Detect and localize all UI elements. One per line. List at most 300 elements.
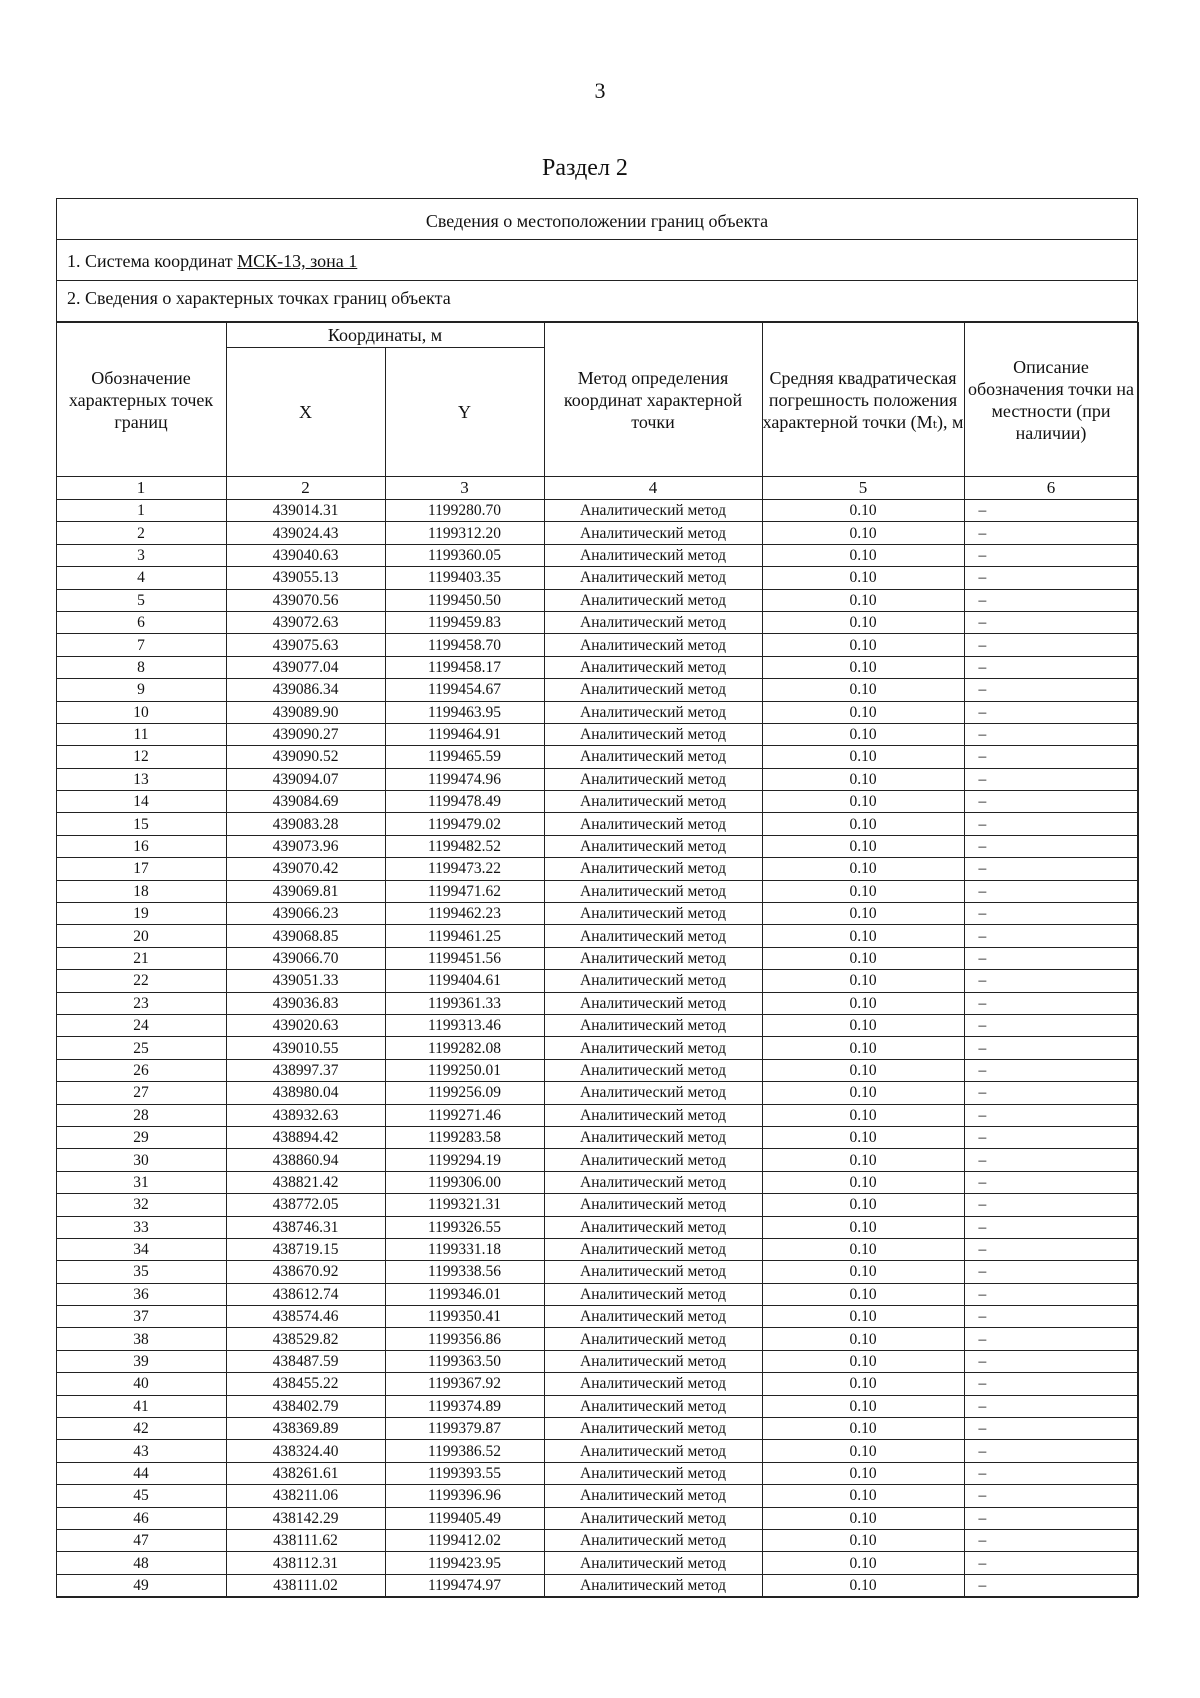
method-cell: Аналитический метод — [544, 813, 762, 835]
description-cell: – — [964, 1529, 1138, 1551]
description-cell: – — [964, 1059, 1138, 1081]
point-number-cell: 34 — [56, 1238, 226, 1260]
method-cell: Аналитический метод — [544, 858, 762, 880]
point-number-cell: 44 — [56, 1462, 226, 1484]
point-number-cell: 13 — [56, 768, 226, 790]
description-cell: – — [964, 858, 1138, 880]
error-cell: 0.10 — [762, 768, 964, 790]
method-cell: Аналитический метод — [544, 1261, 762, 1283]
x-coordinate-cell: 439066.70 — [226, 947, 385, 969]
y-coordinate-cell: 1199386.52 — [385, 1440, 544, 1462]
method-cell: Аналитический метод — [544, 1126, 762, 1148]
error-cell: 0.10 — [762, 992, 964, 1014]
point-number-cell: 5 — [56, 589, 226, 611]
description-cell: – — [964, 1261, 1138, 1283]
point-number-cell: 8 — [56, 656, 226, 678]
table-row — [56, 589, 1138, 611]
point-number-cell: 9 — [56, 679, 226, 701]
x-coordinate-cell: 438997.37 — [226, 1059, 385, 1081]
description-cell: – — [964, 1574, 1138, 1596]
description-cell: – — [964, 1171, 1138, 1193]
description-cell: – — [964, 1440, 1138, 1462]
point-number-cell: 2 — [56, 522, 226, 544]
header-error: Средняя квадратическая погрешность положения характерной точки (Mₜ), м — [762, 323, 964, 477]
y-coordinate-cell: 1199346.01 — [385, 1283, 544, 1305]
x-coordinate-cell: 438932.63 — [226, 1104, 385, 1126]
y-coordinate-cell: 1199412.02 — [385, 1529, 544, 1551]
point-number-cell: 19 — [56, 903, 226, 925]
x-coordinate-cell: 439072.63 — [226, 611, 385, 633]
x-coordinate-cell: 439014.31 — [226, 500, 385, 522]
description-cell: – — [964, 544, 1138, 566]
points-heading: 2. Сведения о характерных точках границ объекта — [57, 281, 1137, 322]
error-cell: 0.10 — [762, 1507, 964, 1529]
error-cell: 0.10 — [762, 1328, 964, 1350]
error-cell: 0.10 — [762, 1194, 964, 1216]
x-coordinate-cell: 438529.82 — [226, 1328, 385, 1350]
y-coordinate-cell: 1199338.56 — [385, 1261, 544, 1283]
point-number-cell: 39 — [56, 1350, 226, 1372]
y-coordinate-cell: 1199331.18 — [385, 1238, 544, 1260]
x-coordinate-cell: 438111.02 — [226, 1574, 385, 1596]
y-coordinate-cell: 1199360.05 — [385, 544, 544, 566]
x-coordinate-cell: 438612.74 — [226, 1283, 385, 1305]
y-coordinate-cell: 1199374.89 — [385, 1395, 544, 1417]
x-coordinate-cell: 438142.29 — [226, 1507, 385, 1529]
table-row — [56, 1373, 1138, 1395]
x-coordinate-cell: 438670.92 — [226, 1261, 385, 1283]
x-coordinate-cell: 439084.69 — [226, 791, 385, 813]
section-title: Раздел 2 — [542, 155, 628, 181]
table-row — [56, 768, 1138, 790]
header-y: Y — [385, 348, 544, 477]
table-row — [56, 1216, 1138, 1238]
table-row — [56, 992, 1138, 1014]
method-cell: Аналитический метод — [544, 1037, 762, 1059]
method-cell: Аналитический метод — [544, 1440, 762, 1462]
table-row — [56, 835, 1138, 857]
method-cell: Аналитический метод — [544, 1350, 762, 1372]
error-cell: 0.10 — [762, 611, 964, 633]
error-cell: 0.10 — [762, 880, 964, 902]
table-title: Сведения о местоположении границ объекта — [57, 199, 1137, 240]
method-cell: Аналитический метод — [544, 1395, 762, 1417]
error-cell: 0.10 — [762, 1552, 964, 1574]
method-cell: Аналитический метод — [544, 544, 762, 566]
description-cell: – — [964, 1037, 1138, 1059]
y-coordinate-cell: 1199479.02 — [385, 813, 544, 835]
description-cell: – — [964, 611, 1138, 633]
table-row — [56, 903, 1138, 925]
points-table — [56, 322, 1139, 1597]
method-cell: Аналитический метод — [544, 746, 762, 768]
column-number: 6 — [964, 477, 1138, 500]
method-cell: Аналитический метод — [544, 522, 762, 544]
point-number-cell: 7 — [56, 634, 226, 656]
error-cell: 0.10 — [762, 1418, 964, 1440]
method-cell: Аналитический метод — [544, 791, 762, 813]
y-coordinate-cell: 1199312.20 — [385, 522, 544, 544]
x-coordinate-cell: 439010.55 — [226, 1037, 385, 1059]
coordinate-system-prefix: 1. Система координат — [67, 251, 238, 271]
y-coordinate-cell: 1199393.55 — [385, 1462, 544, 1484]
description-cell: – — [964, 522, 1138, 544]
method-cell: Аналитический метод — [544, 947, 762, 969]
y-coordinate-cell: 1199403.35 — [385, 567, 544, 589]
point-number-cell: 23 — [56, 992, 226, 1014]
description-cell: – — [964, 1395, 1138, 1417]
x-coordinate-cell: 438487.59 — [226, 1350, 385, 1372]
y-coordinate-cell: 1199461.25 — [385, 925, 544, 947]
method-cell: Аналитический метод — [544, 500, 762, 522]
description-cell: – — [964, 656, 1138, 678]
table-row — [56, 701, 1138, 723]
point-number-cell: 4 — [56, 567, 226, 589]
method-cell: Аналитический метод — [544, 1328, 762, 1350]
y-coordinate-cell: 1199250.01 — [385, 1059, 544, 1081]
method-cell: Аналитический метод — [544, 656, 762, 678]
x-coordinate-cell: 439069.81 — [226, 880, 385, 902]
header-x: X — [226, 348, 385, 477]
table-row — [56, 1149, 1138, 1171]
error-cell: 0.10 — [762, 835, 964, 857]
error-cell: 0.10 — [762, 1238, 964, 1260]
point-number-cell: 11 — [56, 723, 226, 745]
x-coordinate-cell: 438111.62 — [226, 1529, 385, 1551]
point-number-cell: 41 — [56, 1395, 226, 1417]
y-coordinate-cell: 1199361.33 — [385, 992, 544, 1014]
x-coordinate-cell: 439073.96 — [226, 835, 385, 857]
error-cell: 0.10 — [762, 1126, 964, 1148]
point-number-cell: 25 — [56, 1037, 226, 1059]
x-coordinate-cell: 438112.31 — [226, 1552, 385, 1574]
error-cell: 0.10 — [762, 1014, 964, 1036]
table-row — [56, 1440, 1138, 1462]
method-cell: Аналитический метод — [544, 925, 762, 947]
table-row — [56, 1283, 1138, 1305]
table-row — [56, 1126, 1138, 1148]
error-cell: 0.10 — [762, 656, 964, 678]
error-cell: 0.10 — [762, 1283, 964, 1305]
error-cell: 0.10 — [762, 813, 964, 835]
description-cell: – — [964, 813, 1138, 835]
method-cell: Аналитический метод — [544, 1216, 762, 1238]
point-number-cell: 24 — [56, 1014, 226, 1036]
table-row — [56, 1261, 1138, 1283]
error-cell: 0.10 — [762, 947, 964, 969]
method-cell: Аналитический метод — [544, 567, 762, 589]
x-coordinate-cell: 439083.28 — [226, 813, 385, 835]
point-number-cell: 29 — [56, 1126, 226, 1148]
method-cell: Аналитический метод — [544, 1283, 762, 1305]
x-coordinate-cell: 439086.34 — [226, 679, 385, 701]
method-cell: Аналитический метод — [544, 634, 762, 656]
method-cell: Аналитический метод — [544, 970, 762, 992]
description-cell: – — [964, 768, 1138, 790]
method-cell: Аналитический метод — [544, 1552, 762, 1574]
x-coordinate-cell: 439068.85 — [226, 925, 385, 947]
y-coordinate-cell: 1199256.09 — [385, 1082, 544, 1104]
table-row — [56, 858, 1138, 880]
error-cell: 0.10 — [762, 679, 964, 701]
method-cell: Аналитический метод — [544, 1462, 762, 1484]
y-coordinate-cell: 1199423.95 — [385, 1552, 544, 1574]
x-coordinate-cell: 438574.46 — [226, 1306, 385, 1328]
error-cell: 0.10 — [762, 1529, 964, 1551]
point-number-cell: 47 — [56, 1529, 226, 1551]
description-cell: – — [964, 1014, 1138, 1036]
error-cell: 0.10 — [762, 903, 964, 925]
table-row — [56, 500, 1138, 522]
description-cell: – — [964, 970, 1138, 992]
header-description: Описание обозначения точки на местности (при наличии) — [964, 323, 1138, 477]
description-cell: – — [964, 1149, 1138, 1171]
description-cell: – — [964, 589, 1138, 611]
point-number-cell: 6 — [56, 611, 226, 633]
description-cell: – — [964, 1238, 1138, 1260]
y-coordinate-cell: 1199363.50 — [385, 1350, 544, 1372]
method-cell: Аналитический метод — [544, 1194, 762, 1216]
points-table-body — [56, 477, 1138, 1597]
y-coordinate-cell: 1199283.58 — [385, 1126, 544, 1148]
error-cell: 0.10 — [762, 1104, 964, 1126]
point-number-cell: 46 — [56, 1507, 226, 1529]
column-number: 1 — [56, 477, 226, 500]
point-number-cell: 35 — [56, 1261, 226, 1283]
description-cell: – — [964, 835, 1138, 857]
header-method: Метод определения координат характерной точки — [544, 323, 762, 477]
error-cell: 0.10 — [762, 1037, 964, 1059]
x-coordinate-cell: 439089.90 — [226, 701, 385, 723]
description-cell: – — [964, 634, 1138, 656]
description-cell: – — [964, 992, 1138, 1014]
x-coordinate-cell: 439066.23 — [226, 903, 385, 925]
x-coordinate-cell: 438369.89 — [226, 1418, 385, 1440]
boundary-table-sheet — [56, 198, 1138, 1598]
description-cell: – — [964, 1104, 1138, 1126]
error-cell: 0.10 — [762, 1373, 964, 1395]
point-number-cell: 42 — [56, 1418, 226, 1440]
error-cell: 0.10 — [762, 522, 964, 544]
x-coordinate-cell: 439090.52 — [226, 746, 385, 768]
description-cell: – — [964, 791, 1138, 813]
x-coordinate-cell: 438772.05 — [226, 1194, 385, 1216]
x-coordinate-cell: 438860.94 — [226, 1149, 385, 1171]
description-cell: – — [964, 1283, 1138, 1305]
column-numbers-row — [56, 477, 1138, 500]
table-row — [56, 1529, 1138, 1551]
point-number-cell: 3 — [56, 544, 226, 566]
y-coordinate-cell: 1199474.96 — [385, 768, 544, 790]
method-cell: Аналитический метод — [544, 1529, 762, 1551]
y-coordinate-cell: 1199464.91 — [385, 723, 544, 745]
table-row — [56, 947, 1138, 969]
point-number-cell: 40 — [56, 1373, 226, 1395]
y-coordinate-cell: 1199474.97 — [385, 1574, 544, 1596]
table-row — [56, 1104, 1138, 1126]
y-coordinate-cell: 1199306.00 — [385, 1171, 544, 1193]
point-number-cell: 18 — [56, 880, 226, 902]
y-coordinate-cell: 1199478.49 — [385, 791, 544, 813]
header-designation: Обозначение характерных точек границ — [56, 323, 226, 477]
error-cell: 0.10 — [762, 970, 964, 992]
x-coordinate-cell: 438211.06 — [226, 1485, 385, 1507]
method-cell: Аналитический метод — [544, 880, 762, 902]
coordinate-system-line — [57, 240, 1137, 281]
point-number-cell: 33 — [56, 1216, 226, 1238]
method-cell: Аналитический метод — [544, 1507, 762, 1529]
error-cell: 0.10 — [762, 1395, 964, 1417]
x-coordinate-cell: 438402.79 — [226, 1395, 385, 1417]
method-cell: Аналитический метод — [544, 1306, 762, 1328]
x-coordinate-cell: 438324.40 — [226, 1440, 385, 1462]
y-coordinate-cell: 1199462.23 — [385, 903, 544, 925]
y-coordinate-cell: 1199473.22 — [385, 858, 544, 880]
method-cell: Аналитический метод — [544, 1104, 762, 1126]
error-cell: 0.10 — [762, 589, 964, 611]
error-cell: 0.10 — [762, 1216, 964, 1238]
y-coordinate-cell: 1199482.52 — [385, 835, 544, 857]
table-row — [56, 522, 1138, 544]
y-coordinate-cell: 1199282.08 — [385, 1037, 544, 1059]
table-row — [56, 1395, 1138, 1417]
table-row — [56, 970, 1138, 992]
error-cell: 0.10 — [762, 1350, 964, 1372]
point-number-cell: 12 — [56, 746, 226, 768]
description-cell: – — [964, 1552, 1138, 1574]
table-row — [56, 813, 1138, 835]
method-cell: Аналитический метод — [544, 1082, 762, 1104]
y-coordinate-cell: 1199313.46 — [385, 1014, 544, 1036]
table-row — [56, 1014, 1138, 1036]
table-row — [56, 634, 1138, 656]
x-coordinate-cell: 438719.15 — [226, 1238, 385, 1260]
error-cell: 0.10 — [762, 1059, 964, 1081]
method-cell: Аналитический метод — [544, 903, 762, 925]
table-row — [56, 1350, 1138, 1372]
x-coordinate-cell: 439090.27 — [226, 723, 385, 745]
point-number-cell: 14 — [56, 791, 226, 813]
point-number-cell: 43 — [56, 1440, 226, 1462]
table-row — [56, 925, 1138, 947]
table-row — [56, 1037, 1138, 1059]
table-row — [56, 1306, 1138, 1328]
description-cell: – — [964, 947, 1138, 969]
point-number-cell: 1 — [56, 500, 226, 522]
description-cell: – — [964, 567, 1138, 589]
point-number-cell: 31 — [56, 1171, 226, 1193]
point-number-cell: 27 — [56, 1082, 226, 1104]
y-coordinate-cell: 1199350.41 — [385, 1306, 544, 1328]
method-cell: Аналитический метод — [544, 611, 762, 633]
table-row — [56, 567, 1138, 589]
table-row — [56, 1507, 1138, 1529]
point-number-cell: 36 — [56, 1283, 226, 1305]
table-row — [56, 1552, 1138, 1574]
description-cell: – — [964, 1306, 1138, 1328]
point-number-cell: 21 — [56, 947, 226, 969]
point-number-cell: 37 — [56, 1306, 226, 1328]
table-row — [56, 1171, 1138, 1193]
column-number: 4 — [544, 477, 762, 500]
description-cell: – — [964, 701, 1138, 723]
y-coordinate-cell: 1199321.31 — [385, 1194, 544, 1216]
method-cell: Аналитический метод — [544, 1149, 762, 1171]
table-row — [56, 611, 1138, 633]
point-number-cell: 49 — [56, 1574, 226, 1596]
x-coordinate-cell: 438455.22 — [226, 1373, 385, 1395]
point-number-cell: 20 — [56, 925, 226, 947]
y-coordinate-cell: 1199450.50 — [385, 589, 544, 611]
description-cell: – — [964, 746, 1138, 768]
error-cell: 0.10 — [762, 1261, 964, 1283]
point-number-cell: 38 — [56, 1328, 226, 1350]
point-number-cell: 48 — [56, 1552, 226, 1574]
y-coordinate-cell: 1199396.96 — [385, 1485, 544, 1507]
y-coordinate-cell: 1199459.83 — [385, 611, 544, 633]
y-coordinate-cell: 1199280.70 — [385, 500, 544, 522]
column-number: 5 — [762, 477, 964, 500]
y-coordinate-cell: 1199451.56 — [385, 947, 544, 969]
error-cell: 0.10 — [762, 723, 964, 745]
y-coordinate-cell: 1199458.70 — [385, 634, 544, 656]
description-cell: – — [964, 1462, 1138, 1484]
error-cell: 0.10 — [762, 1306, 964, 1328]
table-row — [56, 544, 1138, 566]
x-coordinate-cell: 439020.63 — [226, 1014, 385, 1036]
y-coordinate-cell: 1199405.49 — [385, 1507, 544, 1529]
error-cell: 0.10 — [762, 1082, 964, 1104]
description-cell: – — [964, 1507, 1138, 1529]
method-cell: Аналитический метод — [544, 1238, 762, 1260]
x-coordinate-cell: 439075.63 — [226, 634, 385, 656]
table-row — [56, 656, 1138, 678]
method-cell: Аналитический метод — [544, 1014, 762, 1036]
error-cell: 0.10 — [762, 1171, 964, 1193]
point-number-cell: 45 — [56, 1485, 226, 1507]
description-cell: – — [964, 723, 1138, 745]
description-cell: – — [964, 500, 1138, 522]
error-cell: 0.10 — [762, 500, 964, 522]
error-cell: 0.10 — [762, 791, 964, 813]
point-number-cell: 22 — [56, 970, 226, 992]
x-coordinate-cell: 439024.43 — [226, 522, 385, 544]
header-coordinates: Координаты, м — [226, 323, 544, 348]
point-number-cell: 26 — [56, 1059, 226, 1081]
error-cell: 0.10 — [762, 634, 964, 656]
table-row — [56, 1485, 1138, 1507]
x-coordinate-cell: 439077.04 — [226, 656, 385, 678]
table-row — [56, 1328, 1138, 1350]
description-cell: – — [964, 1194, 1138, 1216]
point-number-cell: 16 — [56, 835, 226, 857]
x-coordinate-cell: 439036.83 — [226, 992, 385, 1014]
x-coordinate-cell: 439070.56 — [226, 589, 385, 611]
table-row — [56, 1194, 1138, 1216]
method-cell: Аналитический метод — [544, 1059, 762, 1081]
description-cell: – — [964, 903, 1138, 925]
error-cell: 0.10 — [762, 701, 964, 723]
description-cell: – — [964, 679, 1138, 701]
table-row — [56, 1574, 1138, 1596]
method-cell: Аналитический метод — [544, 1418, 762, 1440]
error-cell: 0.10 — [762, 925, 964, 947]
x-coordinate-cell: 438894.42 — [226, 1126, 385, 1148]
table-row — [56, 1462, 1138, 1484]
method-cell: Аналитический метод — [544, 1171, 762, 1193]
method-cell: Аналитический метод — [544, 589, 762, 611]
method-cell: Аналитический метод — [544, 768, 762, 790]
